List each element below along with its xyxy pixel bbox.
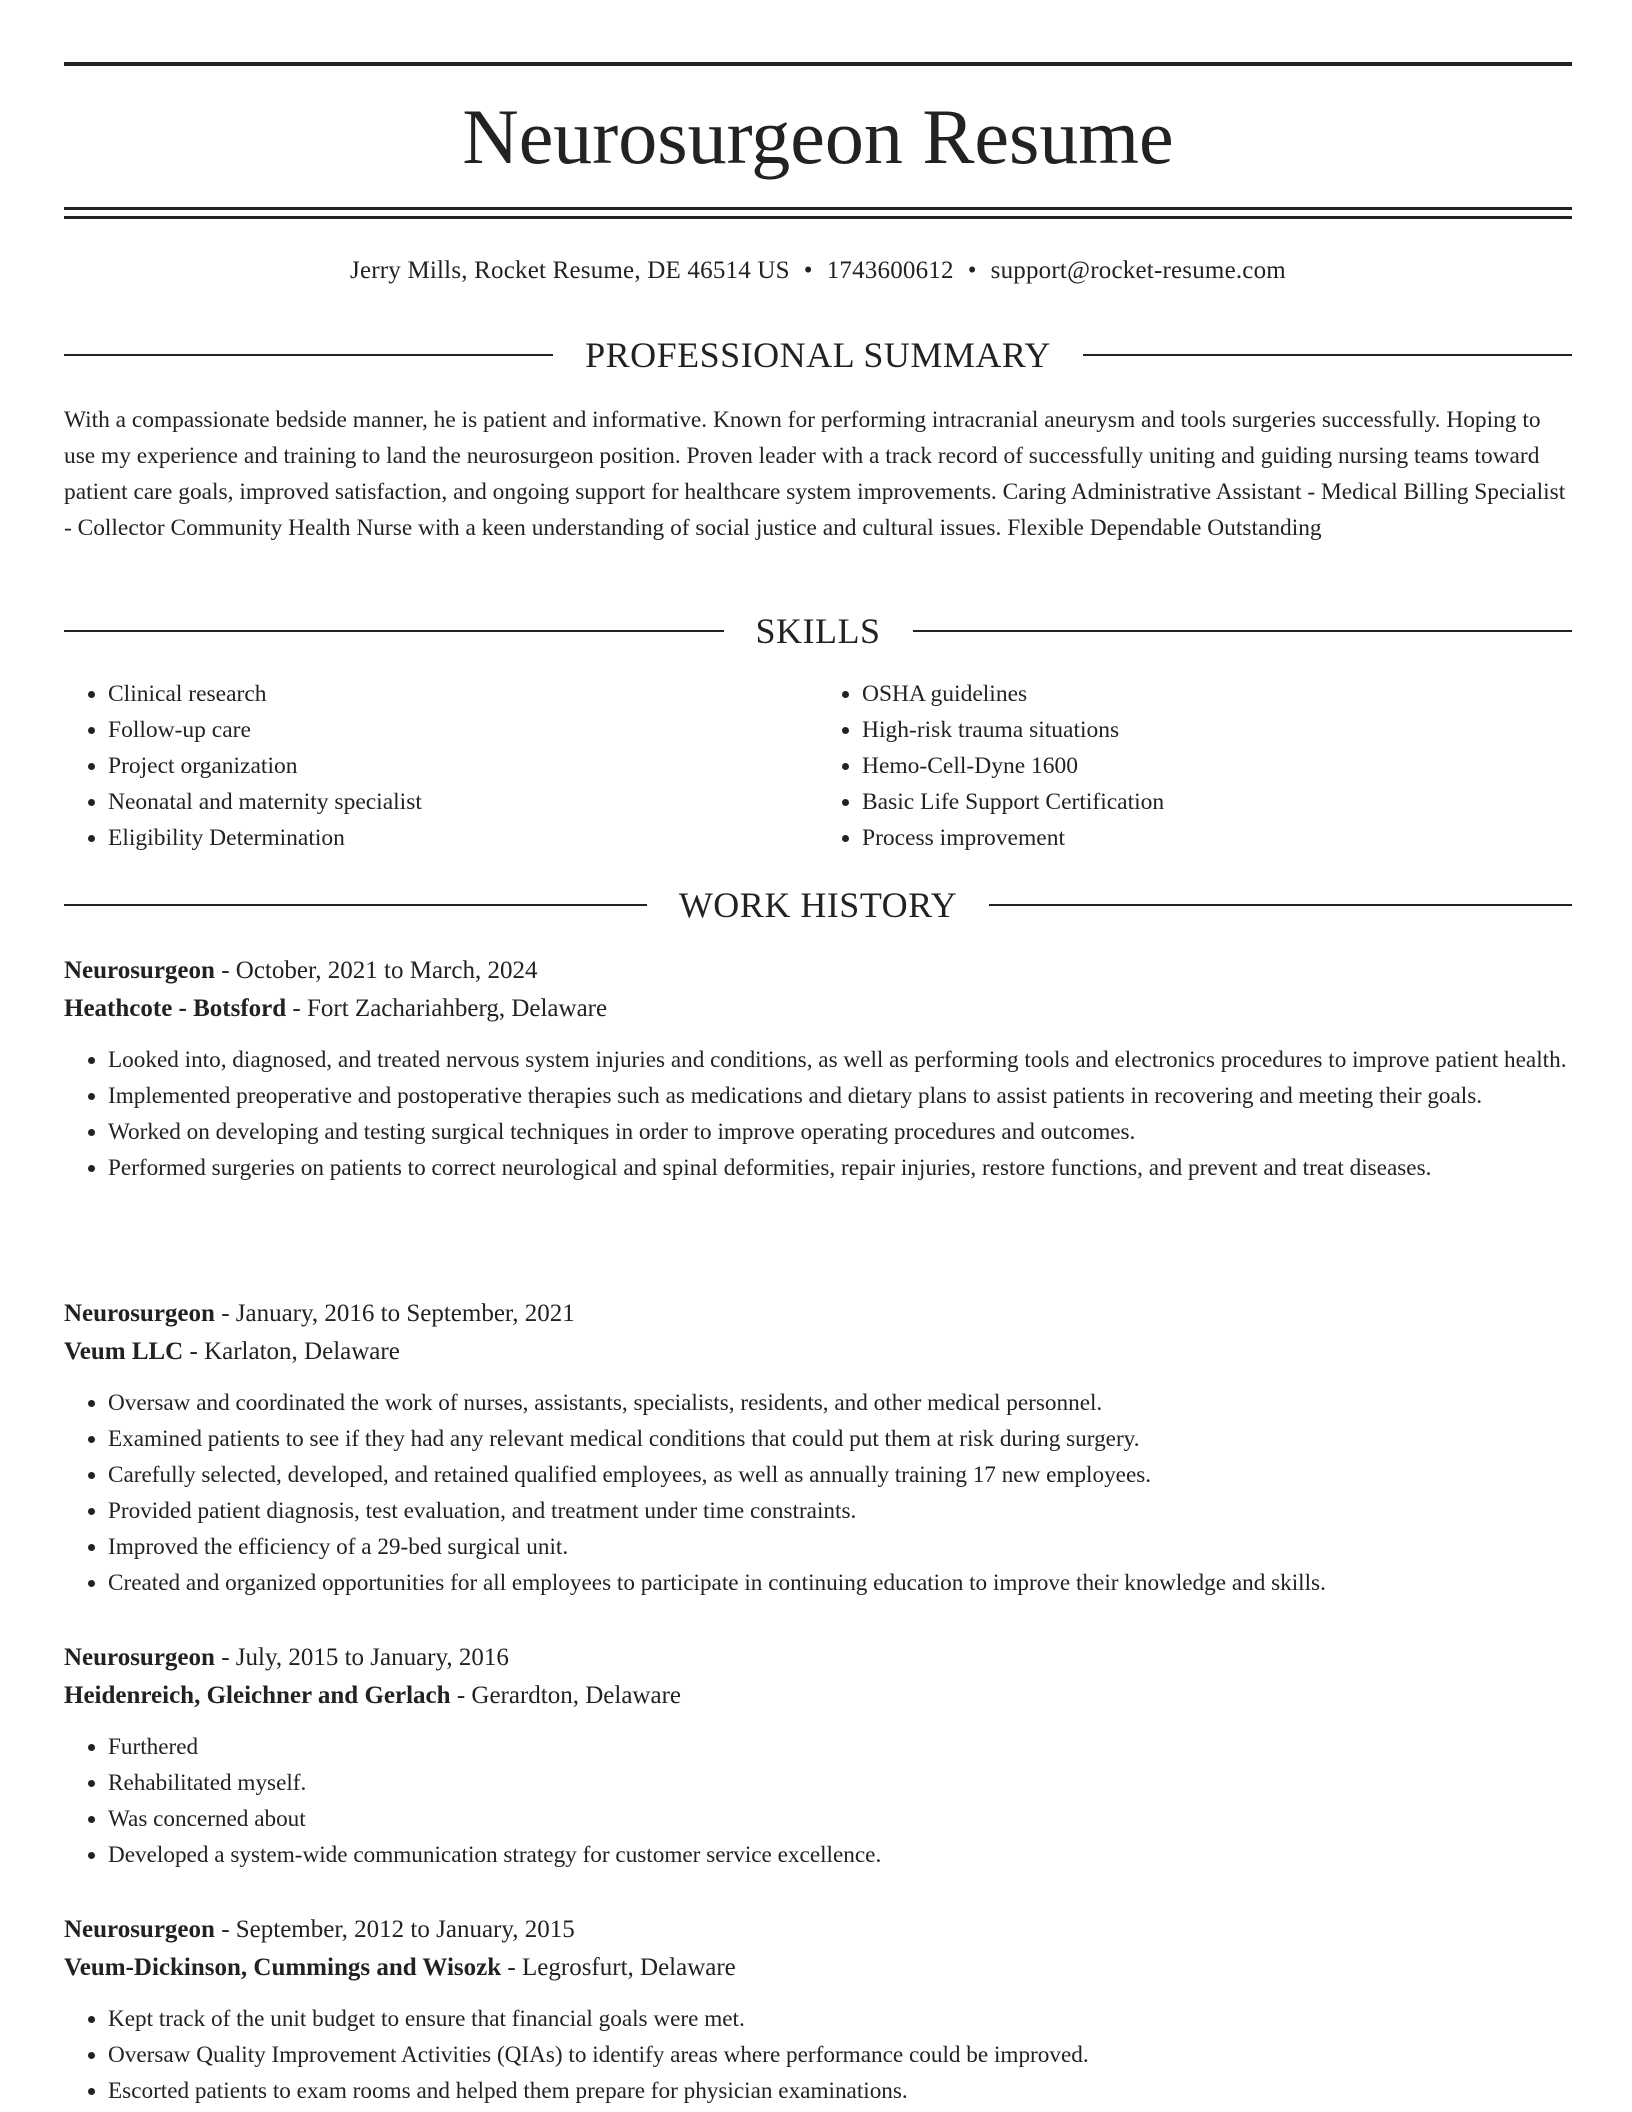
job-dates: - September, 2012 to January, 2015	[214, 1916, 575, 1943]
job-dates: - October, 2021 to March, 2024	[214, 957, 538, 984]
contact-line	[64, 254, 1572, 288]
title-double-rule	[64, 207, 1572, 219]
resume-title: Neurosurgeon Resume	[462, 93, 1174, 180]
section-rule	[1083, 354, 1572, 356]
skill-item: • Hemo-Cell-Dyne 1600	[862, 748, 1572, 784]
skills-column-left	[64, 676, 818, 856]
job-bullet: • Was concerned about	[108, 1801, 1572, 1837]
job-bullets	[64, 1729, 1572, 1873]
job-bullet: • Furthered	[108, 1729, 1572, 1765]
job-title-line	[64, 1295, 1572, 1333]
job-bullet: • Rehabilitated myself.	[108, 1765, 1572, 1801]
skills-heading: SKILLS	[755, 611, 881, 651]
job-dates: - January, 2016 to September, 2021	[214, 1300, 575, 1327]
job-entry	[64, 1295, 1572, 1601]
job-company-line	[64, 1677, 1572, 1715]
job-location: - Fort Zachariahberg, Delaware	[286, 995, 608, 1022]
section-rule	[913, 630, 1573, 632]
skill-item: • Eligibility Determination	[108, 820, 818, 856]
work-section-header	[64, 883, 1572, 927]
job-title-line	[64, 952, 1572, 990]
job-title: Neurosurgeon	[64, 1916, 215, 1943]
skill-item: • Follow-up care	[108, 712, 818, 748]
job-bullets	[64, 1385, 1572, 1601]
job-bullets	[64, 1042, 1572, 1186]
job-company: Heidenreich, Gleichner and Gerlach	[64, 1682, 451, 1709]
job-title: Neurosurgeon	[64, 1644, 215, 1671]
job-location: - Karlaton, Delaware	[183, 1338, 400, 1365]
job-company: Heathcote - Botsford	[64, 995, 287, 1022]
job-bullet: • Implemented preoperative and postoperative therapies such as medications and dietary plans to assist patients in recovering and meeting their goals.	[108, 1078, 1572, 1114]
job-title: Neurosurgeon	[64, 1300, 215, 1327]
job-company: Veum LLC	[64, 1338, 184, 1365]
skills-list	[64, 676, 1572, 856]
job-entry	[64, 1639, 1572, 1873]
job-bullet: • Created and organized opportunities for all employees to participate in continuing education to improve their knowledge and skills.	[108, 1565, 1572, 1601]
contact-phone: 1743600612	[826, 257, 954, 284]
job-bullets	[64, 2001, 1572, 2109]
skill-item: • Project organization	[108, 748, 818, 784]
job-title-line	[64, 1911, 1572, 1949]
job-bullet: • Oversaw Quality Improvement Activities (QIAs) to identify areas where performance could be improved.	[108, 2037, 1572, 2073]
job-company-line	[64, 990, 1572, 1028]
job-company-line	[64, 1949, 1572, 1987]
job-bullet: • Escorted patients to exam rooms and helped them prepare for physician examinations.	[108, 2073, 1572, 2109]
skills-section-header	[64, 609, 1572, 653]
summary-text: With a compassionate bedside manner, he is patient and informative. Known for performing intracranial aneurysm and tools surgeries successfully. Hoping to use my experience and training to land the neurosurgeon position. Proven leader with a track record of successfully uniting and guiding nursing teams toward patient care goals, improved satisfaction, and ongoing support for healthcare system improvements. Caring Administrative Assistant - Medical Billing Specialist - Collector Community Health Nurse with a keen understanding of social justice and cultural issues. Flexible Dependable Outstanding	[64, 407, 1566, 541]
skill-item: • Neonatal and maternity specialist	[108, 784, 818, 820]
job-bullet: • Performed surgeries on patients to correct neurological and spinal deformities, repair injuries, restore functions, and prevent and treat diseases.	[108, 1150, 1572, 1186]
skill-item: • Clinical research	[108, 676, 818, 712]
skills-column-right	[818, 676, 1572, 856]
job-title: Neurosurgeon	[64, 957, 215, 984]
job-bullet: • Oversaw and coordinated the work of nurses, assistants, specialists, residents, and other medical personnel.	[108, 1385, 1572, 1421]
top-rule	[64, 62, 1572, 66]
job-bullet: • Carefully selected, developed, and retained qualified employees, as well as annually training 17 new employees.	[108, 1457, 1572, 1493]
job-bullet: • Kept track of the unit budget to ensure that financial goals were met.	[108, 2001, 1572, 2037]
skill-item: • High-risk trauma situations	[862, 712, 1572, 748]
job-title-line	[64, 1639, 1572, 1677]
job-entry	[64, 952, 1572, 1186]
skill-item: • Process improvement	[862, 820, 1572, 856]
contact-separator: •	[967, 257, 977, 284]
job-bullet: • Improved the efficiency of a 29-bed surgical unit.	[108, 1529, 1572, 1565]
job-bullet: • Examined patients to see if they had any relevant medical conditions that could put them at risk during surgery.	[108, 1421, 1572, 1457]
skill-item: • Basic Life Support Certification	[862, 784, 1572, 820]
job-bullet: • Worked on developing and testing surgical techniques in order to improve operating procedures and outcomes.	[108, 1114, 1572, 1150]
job-company: Veum-Dickinson, Cummings and Wisozk	[64, 1954, 502, 1981]
section-rule	[64, 904, 647, 906]
contact-email: support@rocket-resume.com	[990, 257, 1286, 284]
work-heading: WORK HISTORY	[678, 885, 958, 925]
skill-item: • OSHA guidelines	[862, 676, 1572, 712]
contact-address: Jerry Mills, Rocket Resume, DE 46514 US	[350, 257, 790, 284]
section-rule	[64, 354, 553, 356]
job-bullet: • Developed a system-wide communication strategy for customer service excellence.	[108, 1837, 1572, 1873]
section-rule	[989, 904, 1572, 906]
job-entry	[64, 1911, 1572, 2109]
job-location: - Legrosfurt, Delaware	[501, 1954, 736, 1981]
job-bullet: • Looked into, diagnosed, and treated nervous system injuries and conditions, as well as performing tools and electronics procedures to improve patient health.	[108, 1042, 1572, 1078]
contact-separator: •	[803, 257, 813, 284]
summary-section-header	[64, 333, 1572, 377]
summary-heading: PROFESSIONAL SUMMARY	[585, 335, 1051, 375]
job-location: - Gerardton, Delaware	[450, 1682, 681, 1709]
job-bullet: • Provided patient diagnosis, test evaluation, and treatment under time constraints.	[108, 1493, 1572, 1529]
job-company-line	[64, 1333, 1572, 1371]
section-rule	[64, 630, 724, 632]
job-dates: - July, 2015 to January, 2016	[214, 1644, 509, 1671]
